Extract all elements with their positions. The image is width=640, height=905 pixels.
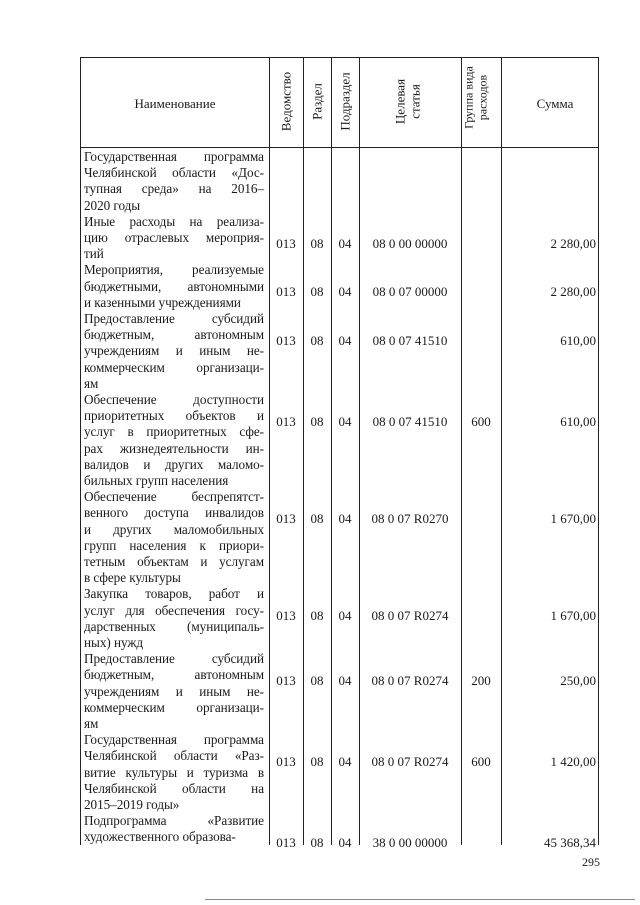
name-line: бюджетными, автономными: [84, 278, 264, 294]
header-celevaya-line1: Целевая: [392, 78, 408, 125]
name-line: бильных групп населения: [84, 473, 229, 489]
footer-rule: [205, 899, 635, 900]
table-row-name: [84, 813, 264, 845]
header-bottom-border: [80, 147, 598, 148]
name-line: коммерческим организаци-: [84, 699, 264, 715]
header-vedomstvo-cell: [269, 57, 303, 147]
header-podrazdel: Подраздел: [337, 72, 353, 131]
table-border-left: [80, 57, 81, 845]
name-line: Государственная программа: [84, 732, 264, 748]
table-row-name: [84, 214, 264, 263]
cell-summa: 610,00: [560, 332, 596, 348]
table-row-name: [84, 149, 264, 214]
cell-gruppa: 600: [471, 413, 491, 429]
cell-summa: 250,00: [560, 673, 596, 688]
cell-celevaya: 08 0 07 R0274: [371, 608, 449, 624]
name-line: 2015–2019 годы»: [84, 797, 180, 812]
header-gruppa-cell: [461, 57, 501, 147]
header-gruppa-line1: Группа вида: [461, 66, 476, 129]
cell-gruppa: 600: [471, 754, 491, 769]
name-line: тий: [84, 246, 104, 262]
name-line: Челябинской области «Раз-: [84, 748, 264, 764]
cell-razdel: 08: [310, 511, 324, 526]
name-line: валидов и других маломо-: [84, 456, 264, 472]
name-line: приоритетных объектов и: [84, 408, 264, 424]
name-line: Подпрограмма «Развитие: [84, 813, 264, 829]
cell-summa: 1 420,00: [550, 754, 596, 769]
cell-summa: 1 670,00: [550, 608, 596, 624]
cell-summa: 2 280,00: [550, 284, 596, 300]
cell-podrazdel: 04: [338, 235, 352, 251]
cell-celevaya: 08 0 07 41510: [372, 332, 448, 348]
table-row-name: [84, 586, 264, 651]
cell-razdel: 08: [310, 608, 324, 624]
cell-podrazdel: 04: [338, 673, 352, 688]
col-divider-summa: [501, 57, 502, 845]
name-line: дарственных (муниципаль-: [84, 618, 264, 634]
cell-vedomstvo: 013: [276, 284, 296, 300]
cell-podrazdel: 04: [338, 608, 352, 624]
name-line: тупная среда» на 2016–: [84, 181, 264, 197]
name-line: ных) нужд: [84, 635, 144, 650]
name-line: витие культуры и туризма в: [84, 764, 264, 780]
name-line: Мероприятия, реализуемые: [84, 262, 264, 278]
name-line: рах жизнедеятельности ин-: [84, 440, 264, 456]
cell-vedomstvo: 013: [276, 413, 296, 429]
page-number: 295: [582, 855, 600, 869]
cell-summa: 1 670,00: [550, 511, 596, 526]
cell-razdel: 08: [310, 835, 324, 850]
cell-summa: 45 368,34: [544, 835, 596, 850]
table-row-name: [84, 311, 264, 392]
name-line: Закупка товаров, работ и: [84, 586, 264, 602]
cell-podrazdel: 04: [338, 835, 352, 850]
name-line: ям: [84, 375, 99, 391]
col-divider-podrazdel: [331, 57, 332, 845]
cell-vedomstvo: 013: [276, 835, 296, 850]
name-line: венного доступа инвалидов: [84, 505, 264, 521]
name-line: и других маломобильных: [84, 521, 264, 537]
name-line: 2020 годы: [84, 197, 141, 213]
name-line: бюджетным, автономным: [84, 327, 264, 343]
col-divider-razdel: [303, 57, 304, 845]
cell-celevaya: 08 0 00 00000: [372, 235, 448, 251]
name-line: Челябинской области «Дос-: [84, 165, 264, 181]
cell-celevaya: 08 0 07 R0270: [371, 511, 449, 526]
table-border-right: [598, 57, 599, 845]
cell-celevaya: 08 0 07 00000: [372, 284, 448, 300]
name-line: услуг для обеспечения госу-: [84, 602, 264, 618]
cell-podrazdel: 04: [338, 332, 352, 348]
header-name: Наименование: [134, 96, 216, 111]
name-line: тетным объектам и услугам: [84, 554, 264, 569]
cell-razdel: 08: [310, 673, 324, 688]
name-line: учреждениям и иным не-: [84, 683, 264, 699]
name-line: художественного образова-: [84, 829, 236, 845]
name-line: Предоставление субсидий: [84, 311, 264, 326]
cell-celevaya: 08 0 07 R0274: [371, 673, 449, 688]
table-row-name: [84, 392, 264, 489]
name-line: Государственная программа: [84, 149, 264, 164]
cell-gruppa: 200: [471, 673, 491, 688]
cell-vedomstvo: 013: [276, 332, 296, 348]
cell-podrazdel: 04: [338, 511, 352, 526]
name-line: учреждениям и иным не-: [84, 343, 264, 359]
header-podrazdel-cell: [331, 57, 359, 147]
col-divider-vedomstvo: [269, 57, 270, 845]
cell-razdel: 08: [310, 284, 324, 300]
table-row-name: [84, 262, 264, 311]
cell-razdel: 08: [310, 754, 324, 769]
name-line: Иные расходы на реализа-: [84, 213, 264, 229]
name-line: коммерческим организаци-: [84, 359, 264, 375]
header-celevaya-line2: статья: [407, 84, 423, 119]
cell-vedomstvo: 013: [276, 673, 296, 688]
name-line: Челябинской области на: [84, 780, 264, 796]
cell-celevaya: 08 0 07 41510: [372, 413, 448, 429]
header-summa: Сумма: [536, 96, 574, 111]
header-vedomstvo: Ведомство: [278, 71, 294, 132]
name-line: и казенными учреждениями: [84, 294, 241, 310]
name-line: групп населения к приори-: [84, 537, 264, 553]
cell-podrazdel: 04: [338, 284, 352, 300]
table-row-name: [84, 489, 264, 586]
cell-podrazdel: 04: [338, 754, 352, 769]
table-row-name: [84, 732, 264, 813]
cell-razdel: 08: [310, 235, 324, 251]
name-line: Обеспечение беспрепятст-: [84, 489, 264, 505]
cell-vedomstvo: 013: [276, 235, 296, 251]
name-line: цию отраслевых мероприя-: [84, 230, 264, 245]
table-row-name: [84, 651, 264, 732]
name-line: Обеспечение доступности: [84, 392, 264, 407]
cell-razdel: 08: [310, 332, 324, 348]
col-divider-celevaya: [359, 57, 360, 845]
name-line: ям: [84, 716, 99, 731]
header-razdel: Раздел: [309, 83, 325, 120]
cell-podrazdel: 04: [338, 413, 352, 429]
header-celevaya-cell: [359, 57, 461, 147]
cell-vedomstvo: 013: [276, 754, 296, 769]
col-divider-gruppa: [461, 57, 462, 845]
cell-vedomstvo: 013: [276, 511, 296, 526]
cell-summa: 2 280,00: [550, 235, 596, 251]
cell-celevaya: 08 0 07 R0274: [371, 754, 449, 769]
cell-vedomstvo: 013: [276, 608, 296, 624]
cell-summa: 610,00: [560, 413, 596, 429]
cell-celevaya: 38 0 00 00000: [372, 835, 448, 850]
name-line: услуг в приоритетных сфе-: [84, 424, 264, 440]
name-line: бюджетным, автономным: [84, 667, 264, 683]
header-gruppa-line2: расходов: [475, 74, 490, 121]
cell-razdel: 08: [310, 413, 324, 429]
header-razdel-cell: [303, 57, 331, 147]
name-line: в сфере культуры: [84, 570, 181, 586]
name-line: Предоставление субсидий: [84, 651, 264, 667]
